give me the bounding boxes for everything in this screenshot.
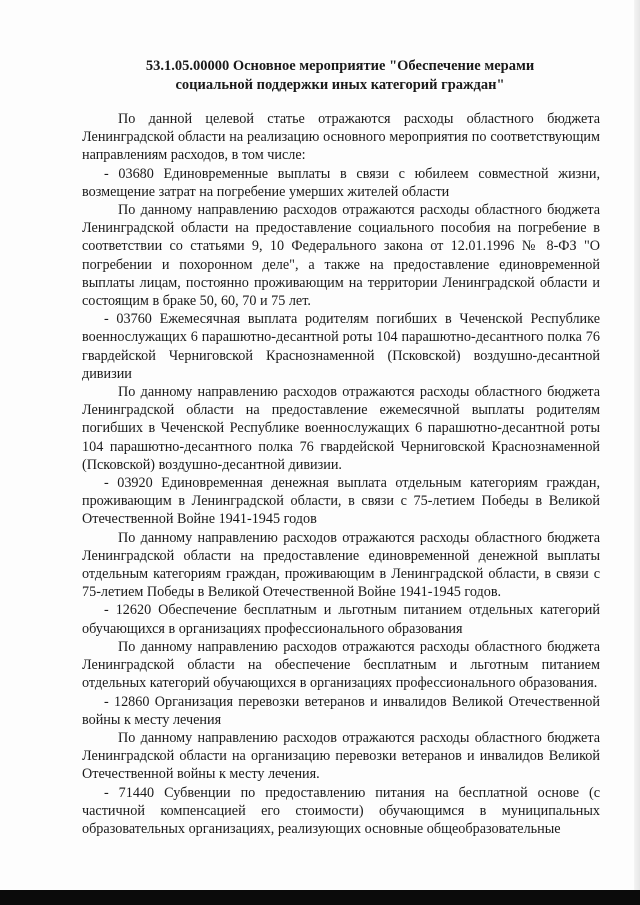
section-title xyxy=(80,57,600,95)
description-paragraph: По данному направлению расходов отражаются расходы областного бюджета Ленинградской области на организацию перевозки ветеранов и инвалидов Великой Отечественной войны к месту лечения. xyxy=(82,729,600,783)
expense-item-03920: - 03920 Единовременная денежная выплата отдельным категориям граждан, проживающим в Ленинградской области, в связи с 75-летием Победы в Великой Отечественной Войне 1941-1945 годов xyxy=(82,475,600,528)
title-line-2: социальной поддержки иных категорий граждан" xyxy=(175,77,505,93)
document-body xyxy=(82,110,600,838)
description-paragraph: По данному направлению расходов отражаются расходы областного бюджета Ленинградской области на предоставление единовременной денежной выплаты отдельным категориям граждан, проживающим в Ленинградской области, в связи с 75-летием Победы в Великой Отечественной Войне 1941-1945 годов. xyxy=(82,529,600,601)
expense-item-12860: - 12860 Организация перевозки ветеранов и инвалидов Великой Отечественной войны к месту лечения xyxy=(82,693,600,728)
intro-paragraph: По данной целевой статье отражаются расходы областного бюджета Ленинградской области на реализацию основного мероприятия по соответствующим направлениям расходов, в том числе: xyxy=(82,111,600,164)
description-paragraph: По данному направлению расходов отражаются расходы областного бюджета Ленинградской области на предоставление ежемесячной выплаты родителям погибших в Чеченской Республике военнослужащих 6 парашютно-десантной роты 104 парашютно-десантного полка 76 гвардейской Черниговской Краснознаменной (Псковской) воздушно-десантной дивизии. xyxy=(82,384,600,473)
description-paragraph: По данному направлению расходов отражаются расходы областного бюджета Ленинградской области на предоставление социального пособия на погребение в соответствии со статьями 9, 10 Федерального закона от 12.01.1996 № 8-ФЗ "О погребении и похоронном деле", а также на предоставление единовременной выплаты лицам, постоянно проживающим на территории Ленинградской области и состоящим в браке 50, 60, 70 и 75 лет. xyxy=(82,202,600,310)
expense-item-03680: - 03680 Единовременные выплаты в связи с юбилеем совместной жизни, возмещение затрат на погребение умерших жителей области xyxy=(82,165,600,200)
expense-item-71440: - 71440 Субвенции по предоставлению питания на бесплатной основе (с частичной компенсацией его стоимости) обучающимся в муниципальных образовательных организациях, реализующих основные общеобразовательные xyxy=(82,784,600,837)
scan-edge-shadow xyxy=(634,0,640,890)
title-line-1: 53.1.05.00000 Основное мероприятие "Обеспечение мерами xyxy=(145,58,535,74)
expense-item-03760: - 03760 Ежемесячная выплата родителям погибших в Чеченской Республике военнослужащих 6 парашютно-десантной роты 104 парашютно-десантного полка 76 гвардейской Черниговской Краснознаменной (Псковской) воздушно-десантной дивизии xyxy=(82,311,600,382)
description-paragraph: По данному направлению расходов отражаются расходы областного бюджета Ленинградской области на обеспечение бесплатным и льготным питанием отдельных категорий обучающихся в организациях профессионального образования. xyxy=(82,638,600,692)
expense-item-12620: - 12620 Обеспечение бесплатным и льготным питанием отдельных категорий обучающихся в организациях профессионального образования xyxy=(82,602,600,637)
scan-bottom-bar xyxy=(0,890,640,905)
